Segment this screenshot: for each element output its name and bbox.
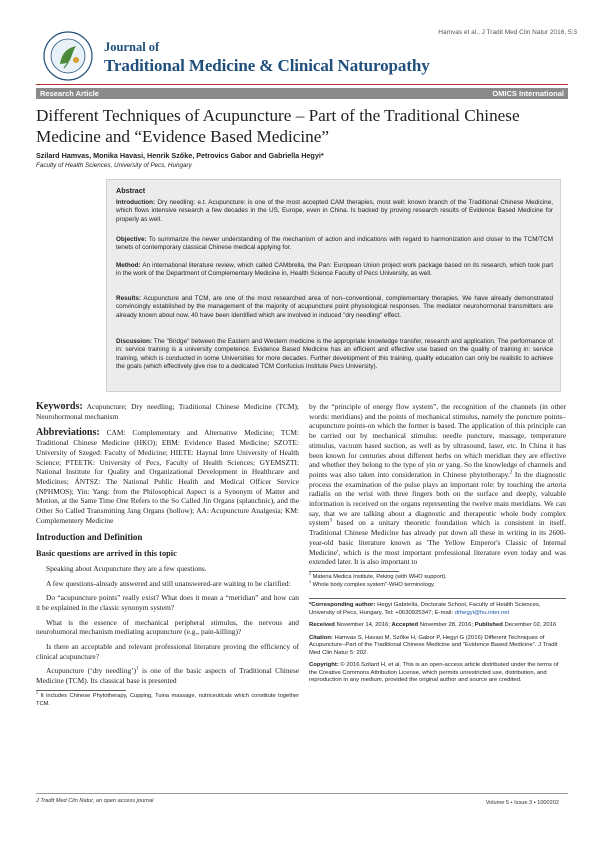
running-head: Hamvas et al., J Tradit Med Clin Natur 2016, 5:3: [438, 29, 577, 36]
abstract-objective: Objective: To summarize the newer understanding of the mechanism of action and indications with regard to harmonization and closer to the TCM/TCM tenets of contemporary classical Chinese medical applying for.: [116, 236, 553, 252]
paragraph: What is the essence of mechanical peripheral stimulus, the nervous and neurohumoral mechanism mediating acupuncture (e.g., pain-killing)?: [36, 617, 299, 637]
article-title: Different Techniques of Acupuncture – Part of the Traditional Chinese Medicine and “Evidence Based Medicine”: [36, 106, 520, 146]
footnote-2: $^2$ Materia Medica Institute, Peking (with WHO support).: [309, 572, 447, 581]
footer-journal: J Tradit Med Clin Natur, an open access journal: [36, 798, 154, 804]
copyright: Copyright: © 2016 Szilard H, et al. This is an open-access article distributed under the terms of the Creative Commons Attribution License, which permits unrestricted use, distribution, and reproduction in any medium, provided the original author and source are credited.: [309, 662, 559, 684]
abstract-box: [106, 179, 561, 392]
paragraph: Speaking about Acupuncture they are a few questions.: [46, 563, 207, 573]
authors: Szilard Hamvas, Monika Havasi, Henrik Szőke, Petrovics Gabor and Gabriella Hegyi*: [36, 151, 324, 160]
right-column: [309, 402, 566, 685]
header-rule: [36, 84, 568, 85]
paragraph: A few questions-already answered and still unanswered-are waiting to be clarified:: [46, 578, 291, 588]
footnote-1: $^1$ It includes Chinese Phytotherapy, Cupping, Tuina massage, nutriceuticals which constitute together TCM.: [36, 691, 299, 707]
paragraph: Do “acupuncture points” really exist? What does it mean a “meridian” and how can it be explained in the classic synonym system?: [36, 593, 299, 612]
dates: Received November 14, 2016; Accepted November 28, 2016; Published December 02, 2016: [309, 622, 557, 629]
abstract-introduction: Introduction: Dry needling: e.t. Acupuncture: is one of the most accepted CAM therapies, most well: known branch of the Traditional Chinese Medicine, which flows intensive research a few decades in the US, Europe, even in China. Is backed by proving research results of Evidence Based Medicine for properly as well.: [116, 199, 553, 223]
journal-logo: [42, 30, 94, 82]
publisher: OMICS International: [492, 89, 564, 98]
citation: Citation: Hamvas S, Havasi M, Szőke H, Gabor P, Hegyi G (2016) Different Techniques of Acupuncture–Part of the Traditional Chinese Medicine and "Evidence Based Medicine". J Tradit Med Clin Natur 5: 202.: [309, 634, 558, 656]
subsection-heading-basic-questions: Basic questions are arrived in this topic: [36, 549, 177, 559]
abstract-results: Results: Acupuncture and TCM, are one of the most researched area of non–conventional, complementary therapies. We have already demonstrated convincingly established by the management of the majority of acupuncture point physiological responses. The mediator neurohormonal transmitters are already known about now. 40 have been identified which are involved in induced "dry needling" effect.: [116, 295, 553, 319]
info-rule: [309, 598, 566, 599]
paragraph-acupuncture: Acupuncture (‘dry needling’)$^1$ is one of the basic aspects of Traditional Chinese Medicine (TCM). Its classical base is presented: [36, 666, 299, 686]
email-link[interactable]: drhegyi@hu.inter.net: [454, 609, 510, 616]
footer-rule: [36, 793, 568, 794]
footer-volume: Volume 5 • Issue 3 • 1000202: [485, 800, 559, 806]
abbreviations: Abbreviations: CAM: Complementary and Alternative Medicine; TCM: Traditional Chinese Medicine (HKO); EBM: Evidence Based Medicine; SZOTE: University of Szeged: Faculty of Medicine; HIETE: Haynal Imre University of Health Science; PTEETK: University of Pecs, Faculty of Health Sciences; GYEMSZTI: National Institute for Quality and Organizational Development in Healthcare and Medicines; ÁNTSZ: The National Public Health and Medical Officer Service (NPHMOS); Yin: Yang: from the Philosophical Aspect is a Synonym of Matter and Motion, at the Same Time One Refers to the So Called Jin Organs (splanchnic), and the Other So Called Transmitting Jang Organs (hollow); AA: Acupuncture Analgesia; KM: Complementery Medicine: [36, 427, 299, 525]
keywords: Keywords: Acupuncture; Dry needling; Traditional Chinese Medicine (TCM); Neurohormonal mechanism: [36, 401, 299, 421]
section-heading-introduction: Introduction and Definition: [36, 532, 143, 543]
article-type-band: [36, 88, 568, 99]
corresponding-author: *Corresponding author: Hegyi Gabriella, Doctorate School, Faculty of Health Sciences, University of Pecs, Hungary, Tel: +0630925347; E-mail: drhegyi@hu.inter.net: [309, 602, 541, 616]
abstract-discussion: Discussion: The "Bridge" between the Eastern and Western medicine is the appropriate knowledge transfer, research and application. The performance of in: service training is a university competence. Evidence Based Medicine has an efficient and effective use based on the quality of training in: service training, which is conducted in some Universities for more decades. Further development of this training, quality education can only be realistic to achieve the goals (which effectively give rise to a dedicated TCM Confucius Institute Pecs University).: [116, 338, 553, 370]
footnote-3: $^3$ Whole body complex system"-WHO terminology.: [309, 579, 435, 588]
paragraph: Is there an acceptable and relevant professional literature proving the efficiency of clinical acupuncture?: [36, 642, 299, 661]
abstract-heading: Abstract: [116, 186, 146, 195]
affiliation: Faculty of Health Sciences, University of Pecs, Hungary: [36, 162, 192, 169]
journal-title: Traditional Medicine & Clinical Naturopathy: [104, 56, 430, 75]
abstract-method: Method: An international literature review, which called CAMbrella, the Pan: European Union project work package based on its research, which took part in the work of the Department of Complementary Medicine in, Health Science Faculty of Pecs University, as well.: [116, 262, 553, 278]
paragraph-continued: by the “principle of energy flow system”, the recognition of the channels (in other words: meridians) and the points of mechanical stimulus, namely the puncture points–acupuncture points-on which the former is based. The application of this principle can be carried out by mechanical stimulus: needle puncture, massage, temperature stimulus, vacuum based suction, as well as by ultrasound, laser, etc. In China it has been known for centuries about different herbs on which meridian they are effective and whether they belong to the type of yin or yang. So the knowledge of channels and points was also taken into consideration in Chinese phytotherapy.$^2$ In the diagnostic process the examination of the pulse plays an important role: by touching the arteria radialis on the wrist with three fingers both on the surface and deeply, valuable information is received on the organs representing the twelve main meridians. We can say, that we are talking about a diagnostic and therapeutic whole body complex system$^3$ based on a unitary theoretic foundation which is consistent in itself. Traditional Chinese Medicine has already put down all these in writing in its 2600-year-old basic literature known as 'The Yellow Emperor's Classic of Internal Medicine', which is the most important professional literature even today and was extended later. It is also important to: [309, 402, 566, 567]
footnote-rule: [36, 690, 126, 691]
journal-of-label: Journal of: [104, 40, 160, 54]
article-type: Research Article: [40, 89, 99, 98]
footnote-rule: [309, 571, 399, 572]
left-column: [36, 402, 299, 708]
